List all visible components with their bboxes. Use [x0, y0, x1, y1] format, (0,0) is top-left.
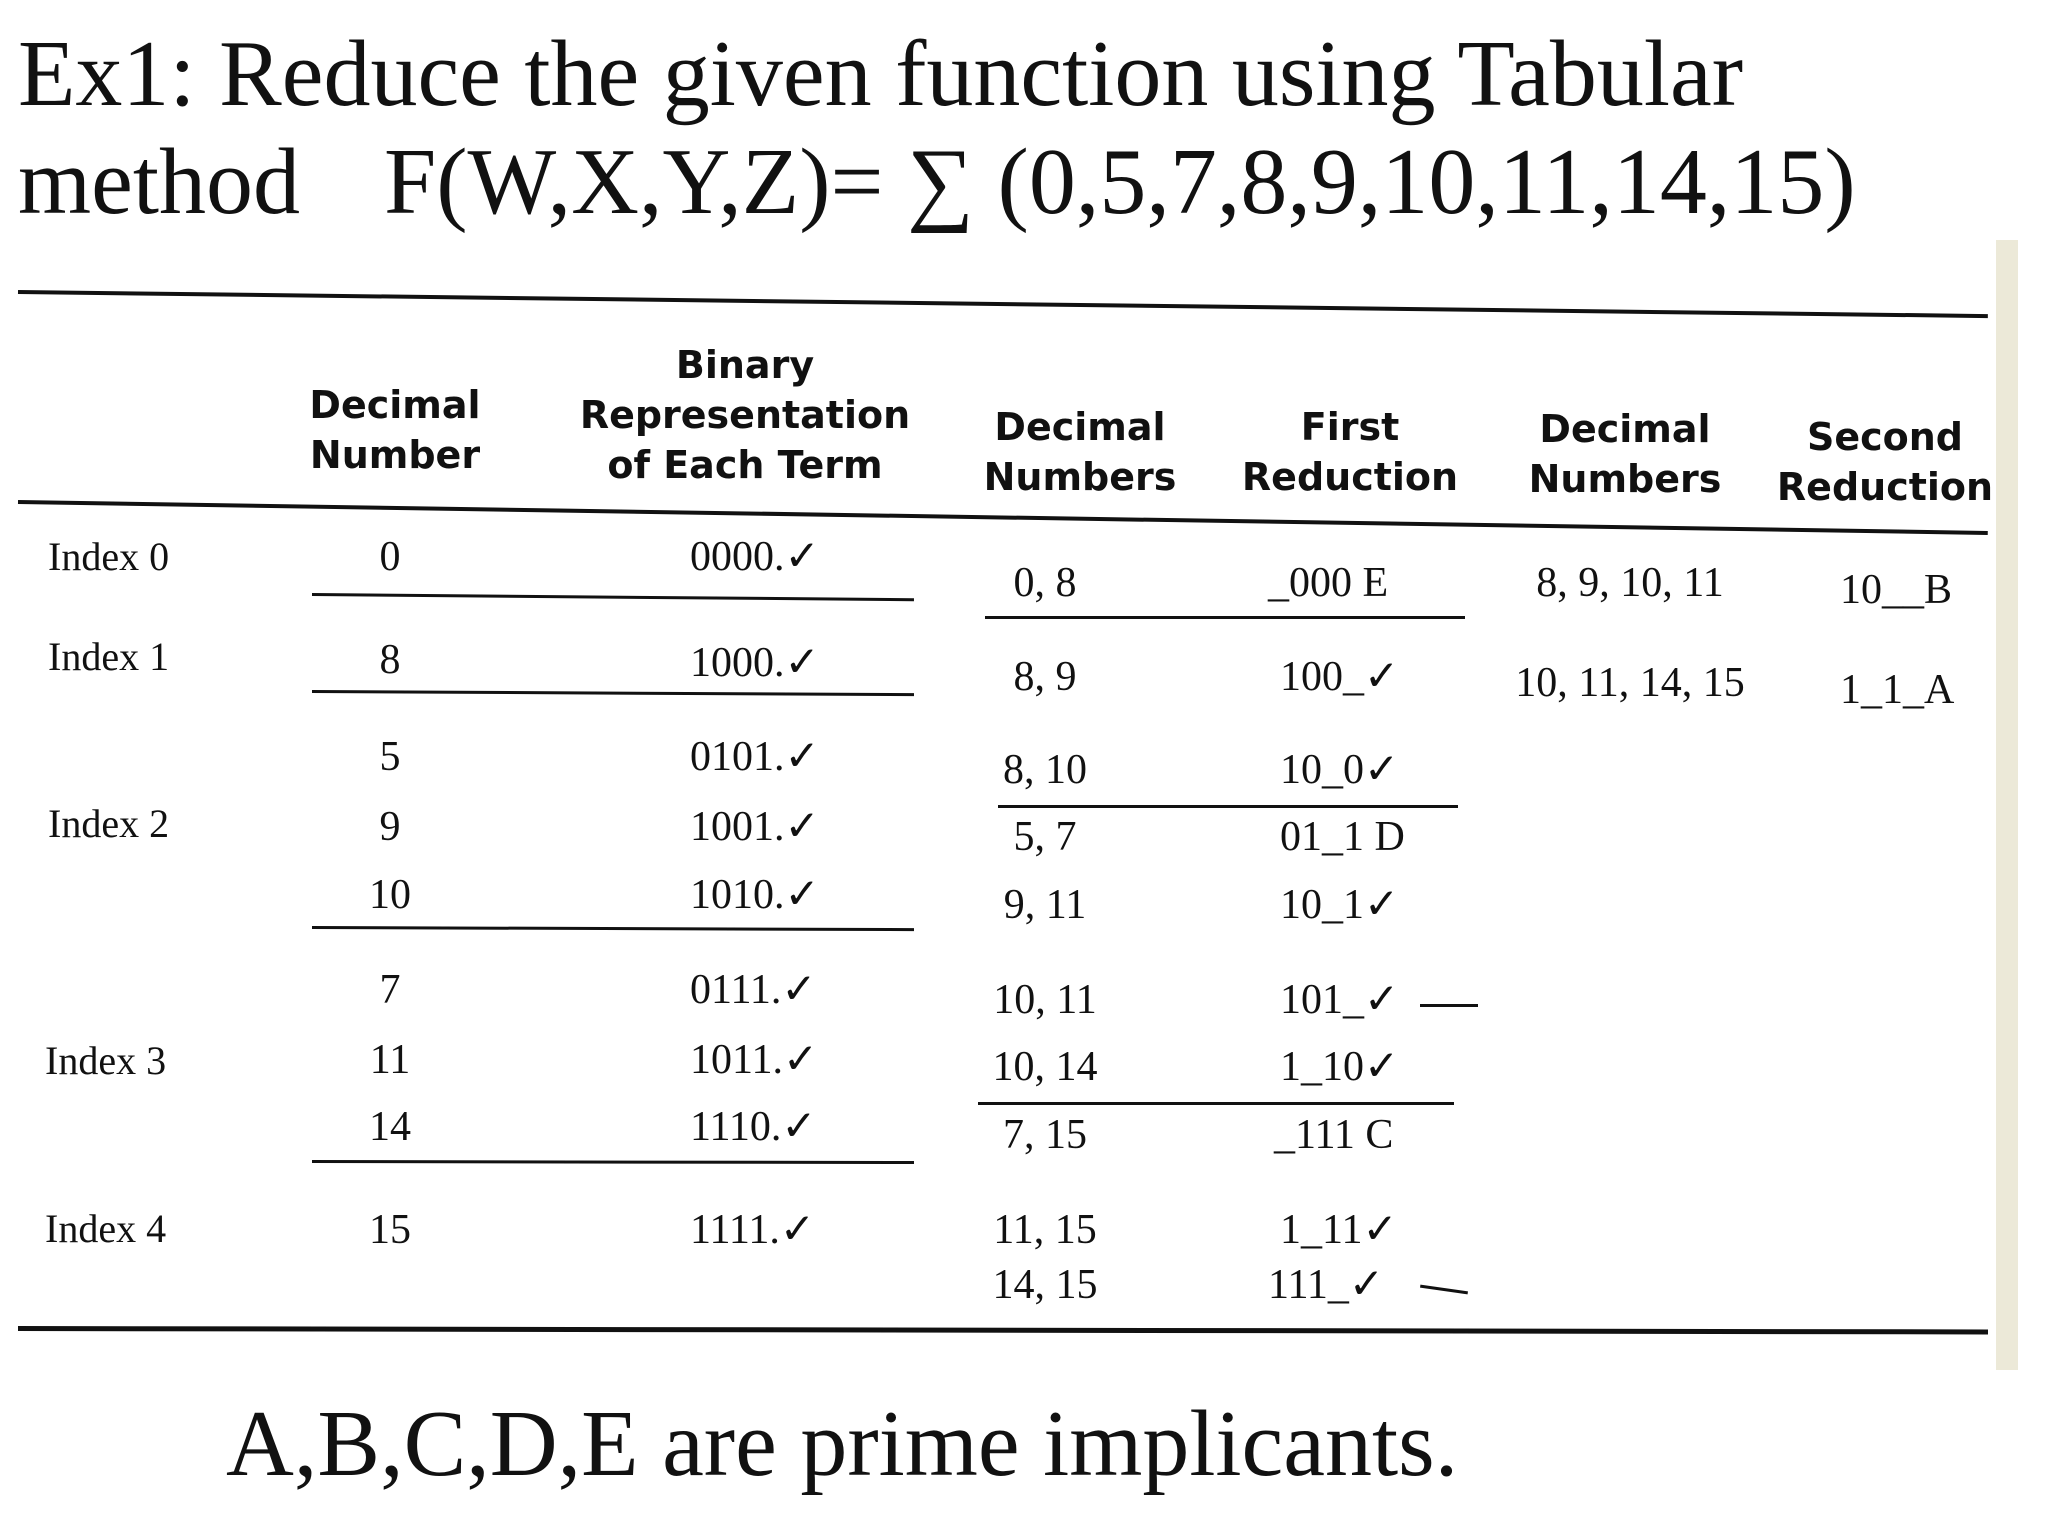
header-binary-representation: Binary Representation of Each Term — [579, 343, 911, 487]
minterm-binary: 1000.✓ — [690, 640, 820, 686]
minterm-binary: 1001.✓ — [690, 804, 820, 850]
index-label: Index 4 — [45, 1206, 167, 1251]
first-reduction-term: 01_1 D — [1280, 814, 1405, 860]
index-label: Index 3 — [45, 1038, 167, 1083]
pair-decimals: 10, 14 — [992, 1044, 1098, 1090]
header-decimal-numbers-1: Decimal Numbers — [983, 405, 1177, 499]
pair-decimals: 0, 8 — [1013, 560, 1077, 606]
pair-group-separator — [978, 1102, 1454, 1105]
minterm-binary: 0000.✓ — [690, 534, 820, 580]
title-line-2 — [18, 128, 2018, 236]
pair-decimals: 5, 7 — [1013, 814, 1077, 860]
handwritten-dash — [1420, 1004, 1478, 1007]
header-decimal-number: Decimal Number — [309, 383, 481, 477]
group-separator — [312, 926, 914, 931]
minterm-decimal: 11 — [369, 1037, 411, 1083]
minterm-binary: 0111.✓ — [690, 967, 817, 1013]
second-reduction-term: 10__B — [1840, 567, 1953, 613]
minterm-decimal: 15 — [369, 1207, 411, 1253]
index-label: Index 1 — [48, 634, 170, 679]
minterm-decimal: 5 — [379, 734, 401, 780]
minterm-decimal: 10 — [369, 872, 411, 918]
first-reduction-term: 101_✓ — [1280, 977, 1400, 1023]
pair-decimals: 8, 9 — [1013, 654, 1077, 700]
minterm-decimal: 0 — [379, 534, 401, 580]
first-reduction-term: 1_10✓ — [1280, 1044, 1400, 1090]
pair-decimals: 14, 15 — [992, 1262, 1098, 1308]
minterm-decimal: 14 — [369, 1104, 411, 1150]
pair-decimals: 10, 11 — [993, 977, 1097, 1023]
pair-decimals: 7, 15 — [1003, 1112, 1087, 1158]
group-separator — [312, 1160, 914, 1164]
header-decimal-numbers-2: Decimal Numbers — [1528, 407, 1722, 501]
title-line-1: Ex1: Reduce the given function using Tabular — [18, 22, 1744, 126]
first-reduction-term: 1_11✓ — [1280, 1207, 1398, 1253]
index-label: Index 2 — [48, 801, 170, 846]
table-top-rule — [18, 290, 1988, 318]
first-reduction-term: _111 C — [1274, 1112, 1394, 1158]
table-bottom-rule — [18, 1326, 1988, 1334]
pair-decimals: 8, 10 — [1003, 747, 1087, 793]
scan-edge — [1996, 240, 2018, 1370]
group-separator — [312, 690, 914, 696]
header-second-reduction: Second Reduction — [1776, 415, 1994, 509]
index-label: Index 0 — [48, 534, 170, 579]
minterm-binary: 1010.✓ — [690, 872, 820, 918]
quad-decimals: 8, 9, 10, 11 — [1536, 560, 1724, 606]
table-image — [0, 240, 2018, 1370]
minterm-decimal: 7 — [379, 967, 401, 1013]
minterm-decimal: 9 — [379, 804, 401, 850]
header-first-reduction: First Reduction — [1241, 405, 1459, 499]
first-reduction-term: 100_✓ — [1280, 654, 1400, 700]
first-reduction-term: _000 E — [1268, 560, 1389, 606]
pair-group-separator — [985, 616, 1465, 619]
group-separator — [312, 593, 914, 601]
first-reduction-term: 111_✓ — [1268, 1262, 1385, 1308]
quad-decimals: 10, 11, 14, 15 — [1515, 660, 1745, 706]
first-reduction-term: 10_0✓ — [1280, 747, 1400, 793]
title-function: F(W,X,Y,Z)= ∑ (0,5,7,8,9,10,11,14,15) — [383, 130, 1856, 234]
minterm-binary: 1011.✓ — [690, 1037, 819, 1083]
minterm-binary: 1111.✓ — [690, 1207, 816, 1253]
header-bottom-rule — [18, 500, 1988, 535]
minterm-binary: 1110.✓ — [690, 1104, 817, 1150]
pair-decimals: 11, 15 — [993, 1207, 1097, 1253]
conclusion-text: A,B,C,D,E are prime implicants. — [226, 1392, 1459, 1496]
pair-group-separator — [998, 805, 1458, 808]
pair-decimals: 9, 11 — [1003, 882, 1087, 928]
minterm-decimal: 8 — [379, 637, 401, 683]
first-reduction-term: 10_1✓ — [1280, 882, 1400, 928]
slide-title — [18, 20, 2018, 236]
title-method-word: method — [18, 130, 300, 234]
minterm-binary: 0101.✓ — [690, 734, 820, 780]
second-reduction-term: 1_1_A — [1840, 667, 1955, 713]
